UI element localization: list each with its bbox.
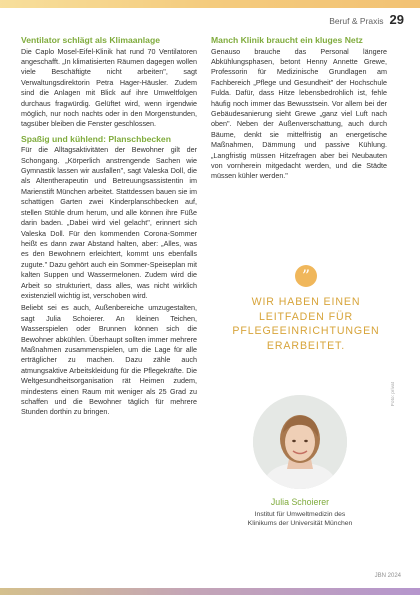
person-role-line: Klinikums der Universität München [247,520,353,527]
top-gradient-bar [0,0,420,8]
quote-line: PFLEGEEINRICHTUNGEN [232,325,380,337]
section-label: Beruf & Praxis [329,16,384,26]
portrait-illustration [253,395,347,489]
right-column [211,35,387,184]
person-role [212,510,388,528]
quote-marks-icon: ” [295,265,317,287]
paragraph: Genauso brauche das Personal längere Abkühlungsphasen, betont Henny Annette Grewe, Professorin für Medizinische Grundlagen am Fachbereich „Pflege und Gesundheit" der Hochschule Fulda. Dafür, dass Hitze lebensbedrohlich ist, fehle häufig noch immer das Bewusstsein. Vor allem bei der Gebäudesanierung sieht Grewe „ganz viel Luft nach oben". Neben der Außenverschattung, auch durch Bäume, denkt sie mittelfristig an energetische Maßnahmen, Dämmung und passive Kühlung. „Langfristig müssen Hitzefragen aber bei Neubauten von vornherein mitgedacht werden, und die Städte müssen kühler werden." [211,46,387,181]
paragraph: Beliebt sei es auch, Außenbereiche umzugestalten, sagt Julia Schoierer. An kleinen Teichen, Wasserspielen oder Brunnen können sich die Bewohner abkühlen. Überhaupt sollten immer mehrere Maßnahmen zusammenspielen, um die Lage für alle erträglicher zu machen. Dazu zähle auch atmungsaktive Arbeitskleidung für die Pflegekräfte. Die Weltgesundheitsorganisation rät Heimen zudem, mindestens einen Raum mit weniger als 25 Grad zu schaffen und die Bewohner täglich für mehrere Stunden dorthin zu bringen. [21,303,197,417]
left-column [21,35,197,420]
quote-line: WIR HABEN EINEN [251,296,361,308]
paragraph: Für die Alltagsaktivitäten der Bewohner gilt der Schongang. „Körperlich anstrengende Sachen wie Gymnastik lassen wir ausfallen", sagt Valeska Doll, die als Altentherapeutin und Betreuungsassistentin im Marienstift München arbeitet. Stattdessen bauen sie im schattigen Garten zwei Kinderplanschbecken auf, stellen Stühle drum herum, und alle können ihre Füße darin baden. „Dabei wird viel gelacht", erinnert sich Valeska Doll. Für den kommenden Corona-Sommer heißt es dann zwar Abstand halten, aber: „Alles, was es den Bewohnern erleichtert, kommt uns ebenfalls zugute." Dazu gehört auch ein Sommer-Speiseplan mit kalten Suppen und Wassermelonen. Zudem wird die Arbeit so strukturiert, dass alles, was nicht wirklich existenziell wichtig ist, verschoben wird. [21,145,197,300]
quote-line: ERARBEITET. [266,339,346,352]
quote-text [226,295,386,353]
issue-label: JBN 2024 [374,573,401,579]
person-role-line: Institut für Umweltmedizin des [254,511,346,518]
pull-quote [226,265,386,353]
portrait-photo [253,395,347,489]
quote-line: LEITFADEN FÜR [258,310,354,323]
photo-credit: Foto: privat [391,382,396,406]
person-name: Julia Schoierer [270,497,330,507]
section-heading-paddling-pools: Spaßig und kühlend: Planschbecken [21,133,171,144]
page-number: 29 [389,12,404,27]
paragraph: Die Caplo Mosel-Eifel-Klinik hat rund 70 Ventilatoren angeschafft. „In klimatisierten Räumen dagegen wollen viele Beschäftigte nicht arbeiten", sagt Verwaltungsdirektorin Petra Hager-Häusler. Zudem sind die Anlagen mit Blick auf ihre Umweltfolgen durchaus fragwürdig. Gelüftet wird, wenn irgendwie möglich, nur noch nachts oder in den Morgenstunden, tagsüber bleiben die Fenster geschlossen. [21,46,197,129]
section-heading-fans: Ventilator schlägt als Klimaanlage [21,35,160,45]
section-heading-clinic-network: Manch Klinik braucht ein kluges Netz [211,35,363,45]
bottom-gradient-bar [0,588,420,595]
page-header [329,12,404,27]
